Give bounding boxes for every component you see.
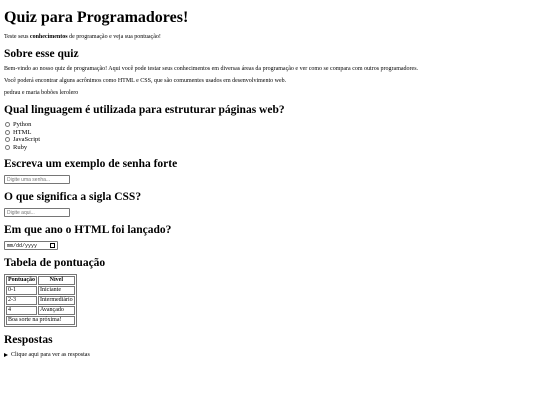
question-3-heading: O que significa a sigla CSS? — [4, 191, 142, 203]
radio-button[interactable] — [5, 122, 10, 127]
question-1-heading: Qual linguagem é utilizada para estruturar páginas web? — [4, 104, 285, 116]
page-title: Quiz para Programadores! — [4, 9, 189, 26]
radio-button[interactable] — [5, 137, 10, 142]
table-header-row — [6, 276, 75, 285]
header-nivel: Nível — [38, 276, 75, 285]
intro-text: Teste seus conhecimentos de programação e veja sua pontuação! — [4, 34, 161, 40]
score-table — [4, 274, 77, 327]
question-1-options — [4, 121, 536, 151]
answers-summary[interactable]: Clique aqui para ver as respostas — [4, 351, 536, 359]
option-ruby[interactable]: Ruby — [4, 144, 536, 152]
about-paragraph-3: pedrau e maria bobões lerolero — [4, 90, 79, 96]
score-cell: 0-1 — [6, 286, 37, 295]
answers-details — [4, 351, 536, 359]
header-pontuacao: Pontuação — [8, 277, 35, 283]
date-placeholder: mm/dd/yyyy — [7, 242, 38, 249]
about-paragraph-1: Bem-vindo ao nosso quiz de programação! Aqui você pode testar seus conhecimentos em diversas áreas da programação e ver como se compara com outros programadores. — [4, 66, 419, 72]
score-cell: 2-3 — [6, 296, 37, 305]
table-footer-cell: Boa sorte na próxima! — [6, 316, 75, 325]
table-row — [6, 306, 75, 315]
radio-button[interactable] — [5, 145, 10, 150]
level-cell: Avançado — [38, 306, 75, 315]
calendar-icon[interactable] — [50, 243, 55, 248]
option-javascript[interactable]: JavaScript — [4, 136, 536, 144]
score-heading: Tabela de pontuação — [4, 257, 106, 269]
table-row — [6, 296, 75, 305]
level-cell: Iniciante — [38, 286, 75, 295]
option-python[interactable]: Python — [4, 121, 536, 129]
option-html[interactable]: HTML — [4, 129, 536, 137]
answers-heading: Respostas — [4, 334, 53, 346]
question-2-heading: Escreva um exemplo de senha forte — [4, 158, 178, 170]
css-answer-input[interactable] — [4, 208, 70, 217]
score-cell: 4 — [6, 306, 37, 315]
disclosure-triangle-icon — [4, 353, 8, 357]
question-4-heading: Em que ano o HTML foi lançado? — [4, 224, 172, 236]
radio-button[interactable] — [5, 130, 10, 135]
about-heading: Sobre esse quiz — [4, 48, 79, 60]
about-paragraph-2: Você poderá encontrar alguns acrônimos como HTML e CSS, que são comumentes usados em desenvolvimento web. — [4, 78, 287, 84]
table-footer-row — [6, 316, 75, 325]
table-row — [6, 286, 75, 295]
level-cell: Intermediário — [40, 297, 73, 303]
date-input[interactable] — [4, 241, 58, 250]
intro-bold: conhecimentos — [29, 34, 68, 40]
password-input[interactable] — [4, 175, 70, 184]
